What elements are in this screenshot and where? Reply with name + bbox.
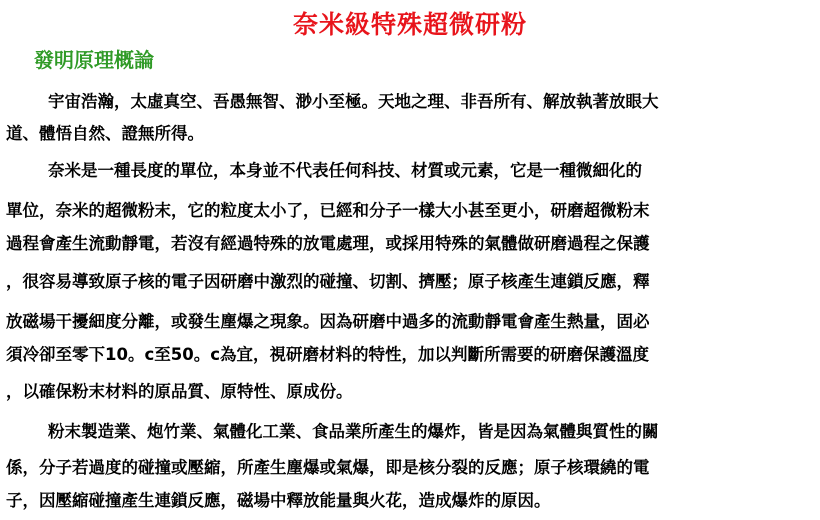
paragraph-2-line-4: ，很容易導致原子核的電子因研磨中激烈的碰撞、切割、擠壓；原子核產生連鎖反應，釋 [6, 272, 650, 291]
document-title: 奈米級特殊超微研粉 [292, 10, 527, 39]
paragraph-2-line-7: ，以確保粉末材料的原品質、原特性、原成份。 [6, 382, 353, 401]
paragraph-2-line-3: 過程會產生流動靜電，若沒有經過特殊的放電處理，或採用特殊的氣體做研磨過程之保護 [6, 234, 650, 253]
paragraph-3-line-1: 粉末製造業、炮竹業、氣體化工業、食品業所產生的爆炸，皆是因為氣體與質性的關 [48, 422, 659, 441]
paragraph-2-line-1: 奈米是一種長度的單位，本身並不代表任何科技、材質或元素，它是一種微細化的 [48, 161, 642, 180]
paragraph-1-line-1: 宇宙浩瀚，太虛真空、吾愚無智、渺小至極。天地之理、非吾所有、解放執著放眼大 [48, 92, 659, 111]
paragraph-3-line-2: 係，分子若過度的碰撞或壓縮，所產生塵爆或氣爆，即是核分裂的反應；原子核環繞的電 [6, 458, 650, 477]
paragraph-1-line-2: 道、體悟自然、證無所得。 [6, 124, 204, 143]
section-heading: 發明原理概論 [34, 48, 154, 72]
paragraph-3-line-3: 子，因壓縮碰撞產生連鎖反應，磁場中釋放能量與火花，造成爆炸的原因。 [6, 491, 551, 510]
paragraph-2-line-5: 放磁場干擾細度分離，或發生塵爆之現象。因為研磨中過多的流動靜電會產生熱量，固必 [6, 312, 650, 331]
paragraph-2-line-6: 須冷卻至零下10。c至50。c為宜，視研磨材料的特性，加以判斷所需要的研磨保護溫度 [6, 345, 649, 364]
paragraph-2-line-2: 單位，奈米的超微粉末，它的粒度太小了，已經和分子一樣大小甚至更小，研磨超微粉末 [6, 201, 650, 220]
